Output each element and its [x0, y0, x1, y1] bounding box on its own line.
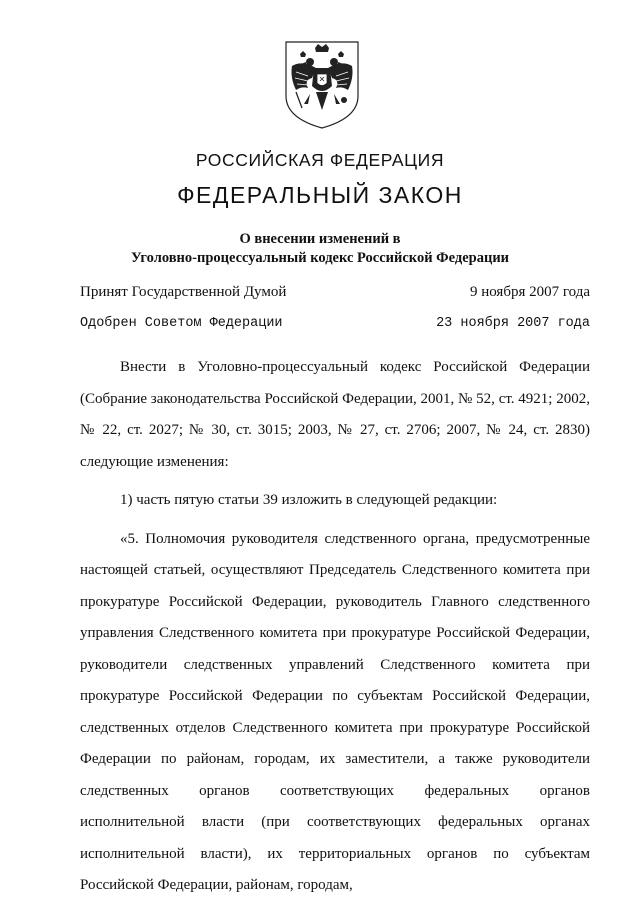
country-heading: РОССИЙСКАЯ ФЕДЕРАЦИЯ — [195, 150, 445, 170]
council-label: Одобрен Советом Федерации — [80, 316, 283, 331]
council-date: 23 ноября 2007 года — [436, 316, 590, 331]
law-title-line-1: О внесении изменений в — [239, 231, 401, 247]
coat-of-arms-emblem-icon — [282, 38, 362, 130]
law-title-line-2: Уголовно-процессуальный кодекс Российской Федерации — [130, 250, 510, 266]
law-title — [0, 230, 640, 268]
duma-date: 9 ноября 2007 года — [469, 284, 590, 300]
paragraph-intro: Внести в Уголовно-процессуальный кодекс Российской Федерации (Собрание законодательства Российской Федерации, 2001, № 52, ст. 4921; 2002, № 22, ст. 2027; № 30, ст. 3015; 2003, № 27, ст. 2706; 2007, № 24, ст. 2830) следующие изменения: — [80, 359, 590, 470]
law-type-heading: ФЕДЕРАЛЬНЫЙ ЗАКОН — [177, 182, 463, 208]
law-body — [80, 352, 590, 902]
paragraph-item-1: 1) часть пятую статьи 39 изложить в следующей редакции: — [120, 492, 498, 508]
paragraph-quoted-part-5: «5. Полномочия руководителя следственного органа, предусмотренные настоящей статьей, осуществляют Председатель Следственного комитета при прокуратуре Российской Федерации, руководитель Главного следственного управления Следственного комитета при прокуратуре Российской Федерации, руководители следственных управлений Следственного комитета при прокуратуре Российской Федерации по субъектам Российской Федерации, следственных отделов Следственного комитета при прокуратуре Российской Федерации по районам, городам, их заместители, а также руководители следственных органов соответствующих федеральных органов исполнительной власти (при соответствующих федеральных органах исполнительной власти), их территориальных органов по субъектам Российской Федерации, районам, городам, — [80, 530, 590, 893]
duma-label: Принят Государственной Думой — [80, 284, 287, 300]
